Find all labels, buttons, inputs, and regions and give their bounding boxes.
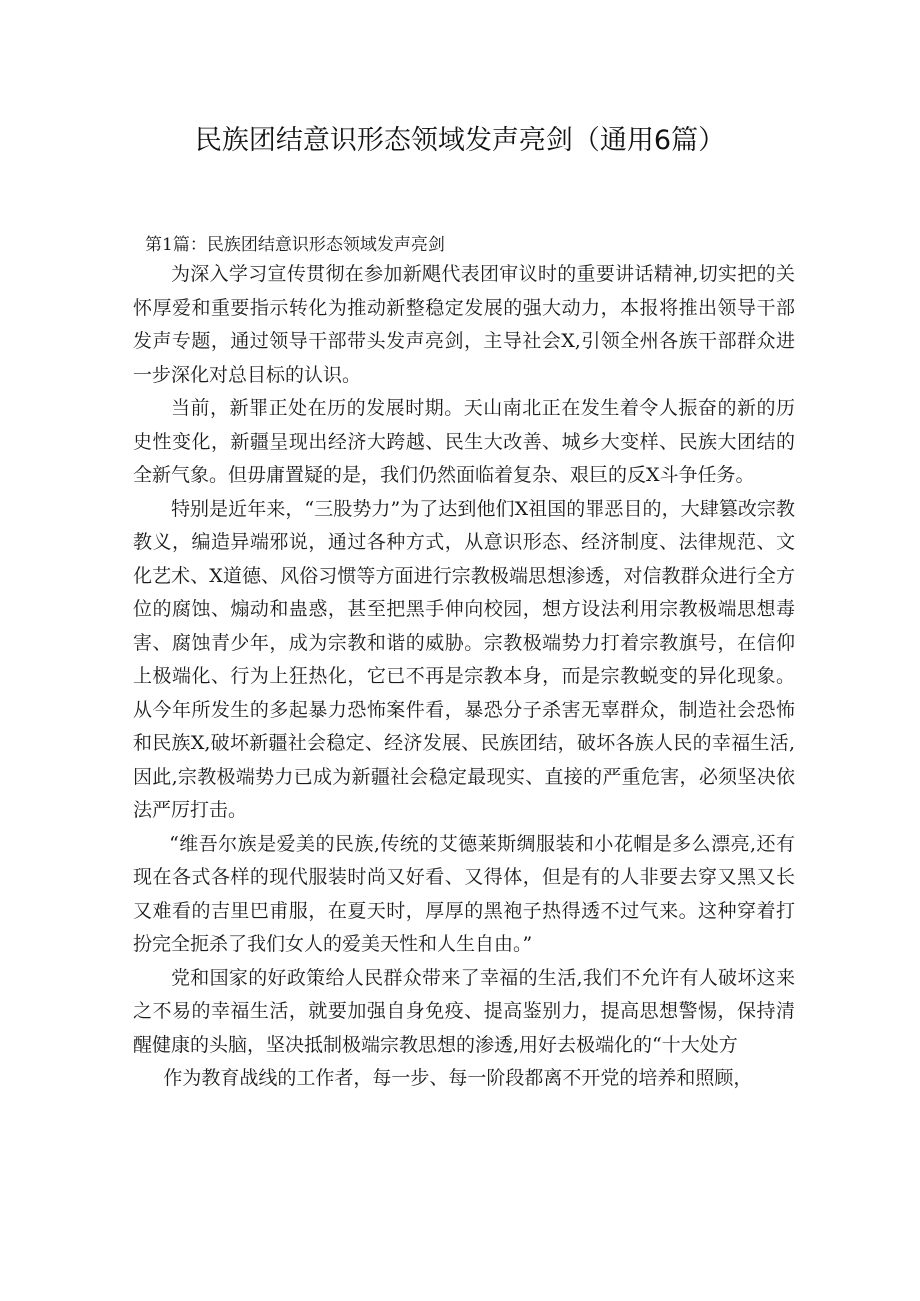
paragraph: 作为教育战线的工作者，每一步、每一阶段都离不开党的培养和照顾， [163,1067,753,1089]
document-title: 民族团结意识形态领域发声亮剑（通用6篇） [194,125,726,156]
paragraph: 党和国家的好政策给人民群众带来了幸福的生活,我们不允许有人破坏这来之不易的幸福生活，就要加强自身免疫、提高鉴别力，提高思想警惕，保持清醒健康的头脑，坚决抵制极端宗教思想的渗透,用好去极端化的“十大处方 [133,966,795,1056]
document-body [133,258,795,1096]
section-heading: 第1篇：民族团结意识形态领域发声亮剑 [145,235,445,255]
paragraph: 为深入学习宣传贯彻在参加新飓代表团审议时的重要讲话精神,切实把的关怀厚爱和重要指示转化为推动新整稳定发展的强大动力，本报将推出领导干部发声专题，通过领导干部带头发声亮剑，主导社会X,引领全州各族干部群众进一步深化对总目标的认识。 [133,263,795,386]
paragraph: 当前，新罪正处在历的发展时期。天山南北正在发生着令人振奋的新的历史性变化，新疆呈现出经济大跨越、民生大改善、城乡大变样、民族大团结的全新气象。但毋庸置疑的是，我们仍然面临着复杂、艰巨的反X斗争任务。 [133,397,795,486]
paragraph: 特别是近年来，“三股势力”为了达到他们X祖国的罪恶目的，大肆篡改宗教教义，编造异端邪说，通过各种方式，从意识形态、经济制度、法律规范、文化艺术、X道德、风俗习惯等方面进行宗教极端思想渗透，对信教群众进行全方位的腐蚀、煽动和蛊惑，甚至把黑手伸向校园，想方设法利用宗教极端思想毒害、腐蚀青少年，成为宗教和谐的威胁。宗教极端势力打着宗教旗号，在信仰上极端化、行为上狂热化，它已不再是宗教本身，而是宗教蜕变的异化现象。从今年所发生的多起暴力恐怖案件看，暴恐分子杀害无辜群众，制造社会恐怖和民族X,破坏新疆社会稳定、经济发展、民族团结，破坏各族人民的幸福生活,因此,宗教极端势力已成为新疆社会稳定最现实、直接的严重危害，必须坚决依法严厉打击。 [133,497,795,821]
quoted-paragraph: “维吾尔族是爱美的民族,传统的艾德莱斯绸服装和小花帽是多么漂亮,还有现在各式各样的现代服装时尚又好看、又得体，但是有的人非要去穿又黑又长又难看的吉里巴甫服，在夏天时，厚厚的黑袍子热得透不过气来。这种穿着打扮完全扼杀了我们女人的爱美天性和人生自由。” [133,832,795,955]
